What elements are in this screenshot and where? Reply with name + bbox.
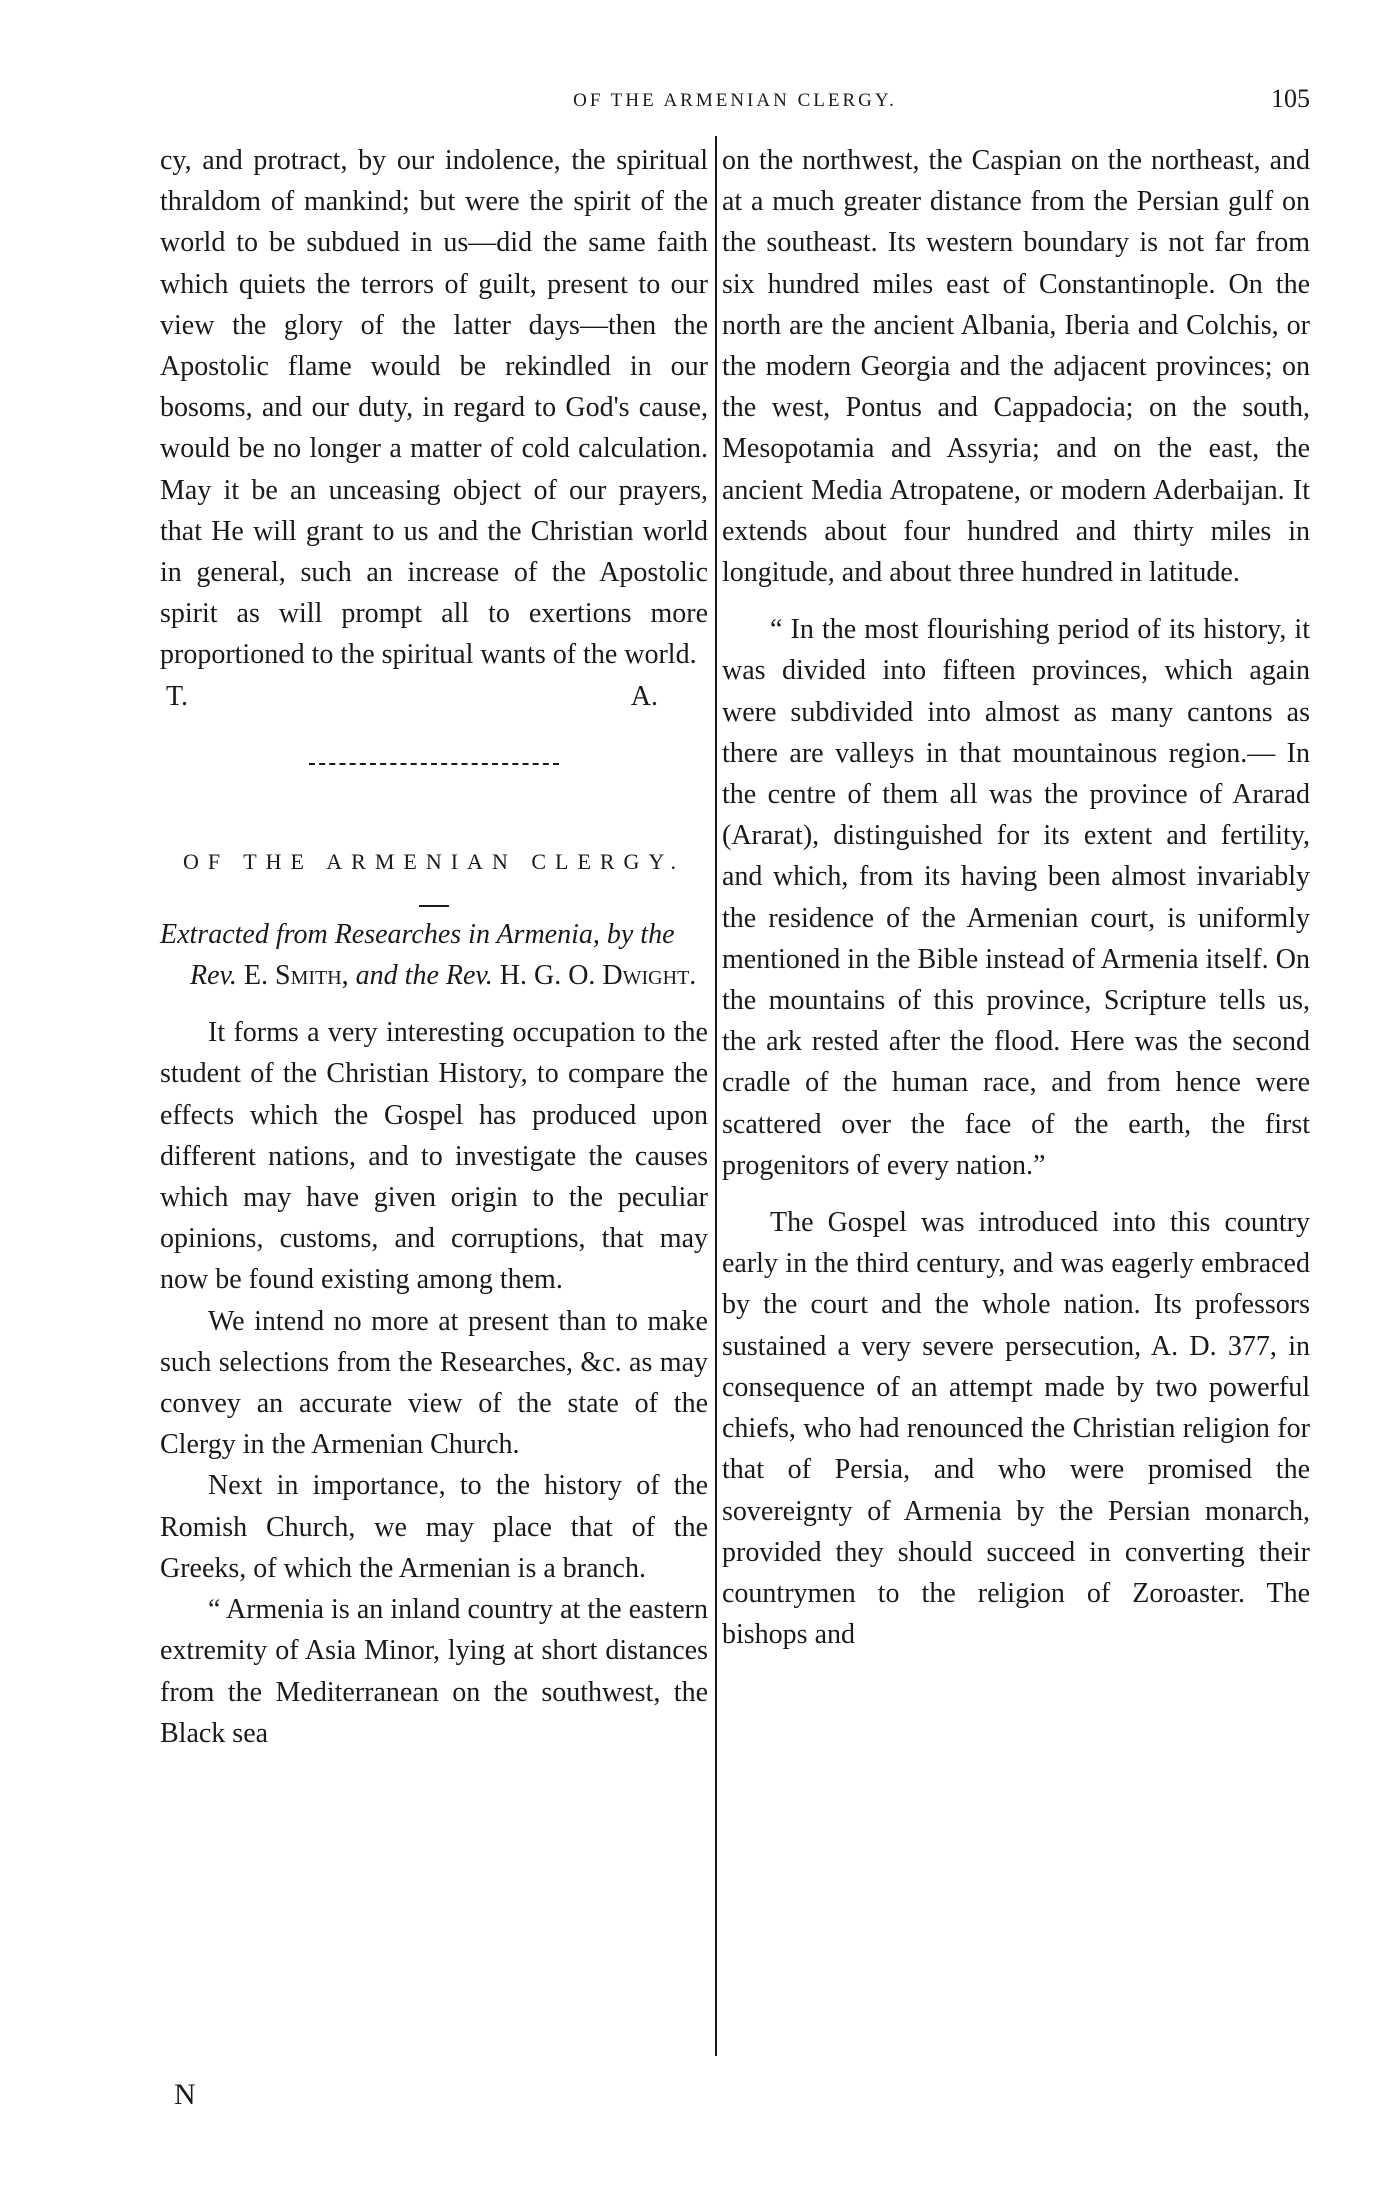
- author-dwight: H. G. O. Dwight.: [499, 960, 697, 992]
- paragraph: Next in importance, to the history of the Romish Church, we may place that of the Greeks, of which the Armenian is a branch.: [160, 1470, 708, 1584]
- signature-mark: N: [174, 2078, 196, 2111]
- paragraph-continuation: cy, and protract, by our indolence, the spiritual thraldom of mankind; but were the spirit of the world to be subdued in us—did the same faith which quiets the terrors of guilt, present to our view the glory of the latter days—then the Apostolic flame would be rekindled in our bosoms, and our duty, in regard to God's cause, would be no longer a matter of cold calculation. May it be an unceasing object of our prayers, that He will grant to us and the Christian world in general, such an increase of the Apostolic spirit as will prompt all to exertions more proportioned to the spiritual wants of the world.: [160, 145, 708, 671]
- page-number: 105: [1271, 84, 1310, 113]
- paragraph: “ Armenia is an inland country at the eastern extremity of Asia Minor, lying at short distances from the Mediterranean on the southwest, the Black sea: [160, 1594, 708, 1749]
- paragraph: The Gospel was introduced into this country early in the third century, and was eagerly embraced by the court and the whole nation. Its professors sustained a very severe persecution, A. D. 377, in consequence of an attempt made by two powerful chiefs, who had renounced the Christian religion for that of Persia, and who were promised the sovereignty of Armenia by the Persian monarch, provided they should succeed in converting their countrymen to the religion of Zoroaster. The bishops and: [722, 1207, 1310, 1651]
- paragraph: “ In the most flourishing period of its history, it was divided into fifteen provinces, which again were subdivided into almost as many cantons as there are valleys in that mountainous region.— In the centre of them all was the province of Ararad (Ararat), distinguished for its extent and fertility, and which, from its having been almost invariably the residence of the Armenian court, is uniformly mentioned in the Bible instead of Armenia itself. On the mountains of this province, Scripture tells us, the ark rested after the flood. Here was the second cradle of the human race, and from hence were scattered over the face of the earth, the first progenitors of every nation.”: [722, 614, 1310, 1181]
- paragraph: It forms a very interesting occupation to the student of the Christian History, to compare the effects which the Gospel has produced upon different nations, and to investigate the causes which may have given origin to the peculiar opinions, customs, and corruptions, that may now be found existing among them.: [160, 1017, 708, 1296]
- initial-left: T.: [166, 680, 189, 712]
- running-head: OF THE ARMENIAN CLERGY.: [573, 90, 897, 111]
- page-header: [160, 84, 1310, 124]
- section-separator: [309, 763, 559, 765]
- section-title: OF THE ARMENIAN CLERGY.: [183, 848, 685, 874]
- column-rule: [715, 136, 717, 2056]
- author-smith: E. Smith,: [243, 960, 349, 992]
- title-dash: [160, 884, 708, 914]
- extract-attribution: Extracted from Researches in Armenia, by the Rev. E. Smith, and the Rev. H. G. O. Dwight.: [160, 918, 697, 992]
- left-column: [160, 140, 708, 1754]
- paragraph: We intend no more at present than to make such selections from the Researches, &c. as may convey an accurate view of the state of the Clergy in the Armenian Church.: [160, 1305, 708, 1461]
- author-initials: [160, 676, 708, 717]
- initial-right: A.: [630, 680, 658, 712]
- paragraph-continuation: on the northwest, the Caspian on the northeast, and at a much greater distance from the Persian gulf on the southeast. Its western boundary is not far from six hundred miles east of Constantinople. On the north are the ancient Albania, Iberia and Colchis, or the modern Georgia and the adjacent provinces; on the west, Pontus and Cappadocia; on the south, Mesopotamia and Assyria; and on the east, the ancient Media Atropatene, or modern Aderbaijan. It extends about four hundred and thirty miles in longitude, and about three hundred in latitude.: [722, 145, 1310, 589]
- right-column: [722, 140, 1310, 1655]
